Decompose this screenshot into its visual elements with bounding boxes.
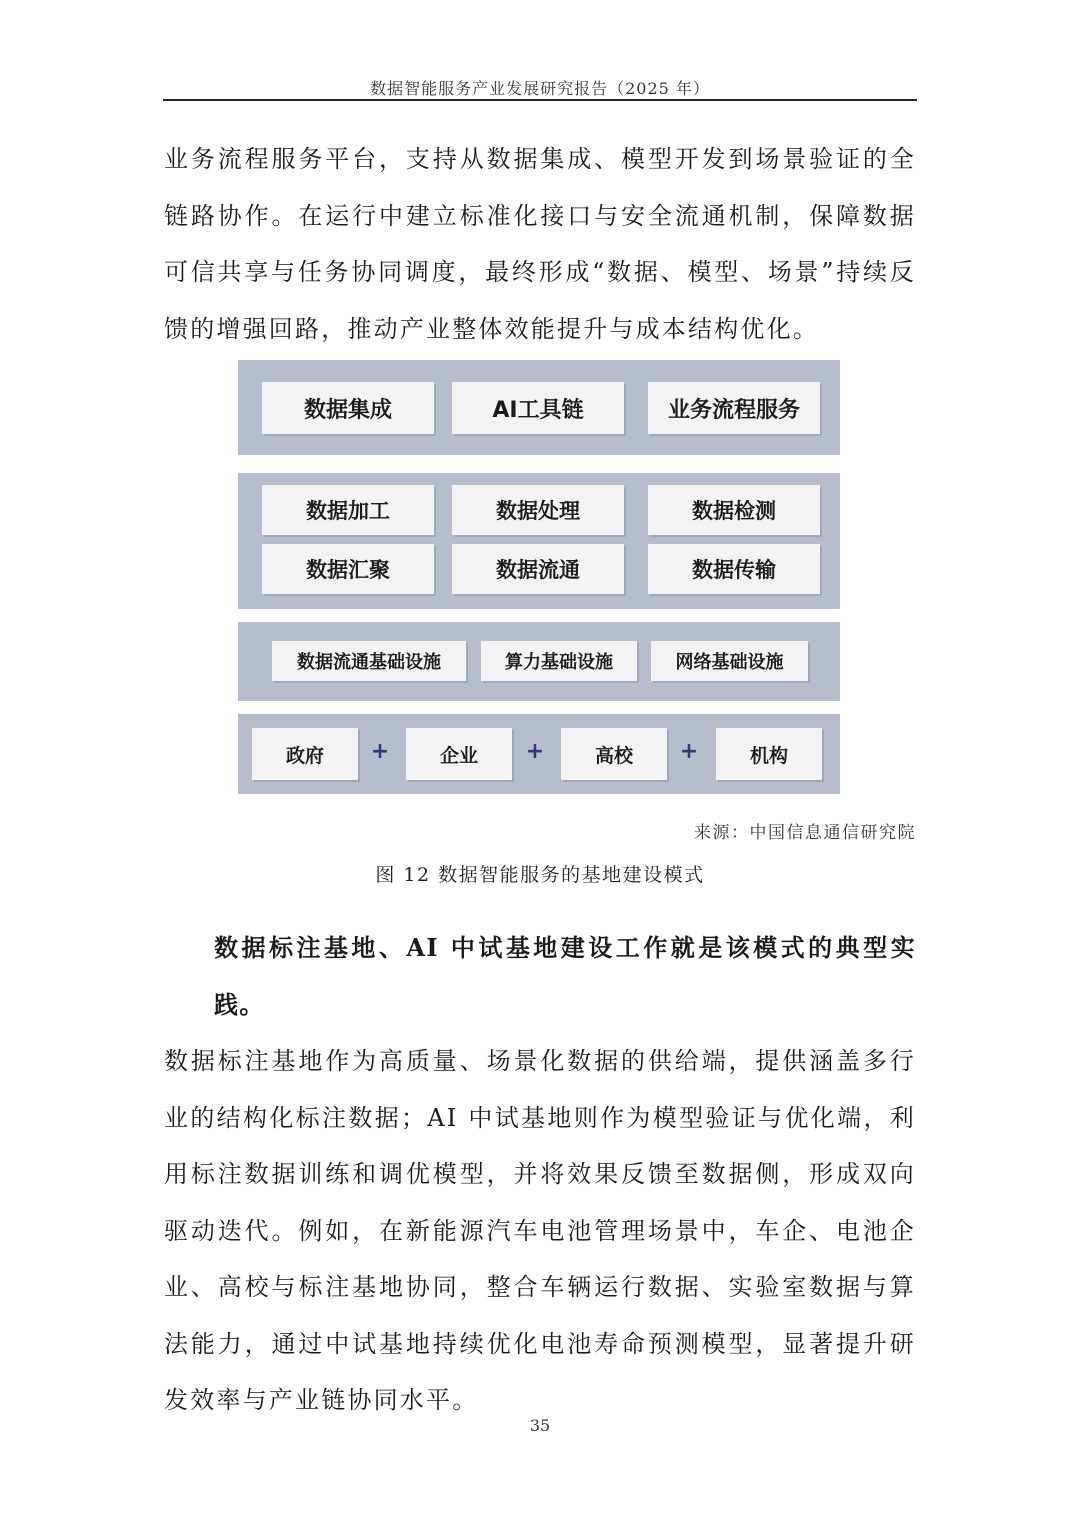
- figure-source: 来源：中国信息通信研究院: [694, 823, 916, 843]
- box-network-infrastructure: 网络基础设施: [651, 641, 808, 681]
- body-paragraph-2: [164, 920, 916, 1429]
- diagram-layer-participants: [238, 714, 840, 794]
- diagram-layer-data-operations: [238, 473, 840, 609]
- figure-caption: 图 12 数据智能服务的基地建设模式: [375, 864, 705, 886]
- box-government: 政府: [252, 728, 358, 780]
- diagram-layer-infrastructure: [238, 622, 840, 701]
- paragraph-lead-sentence: 数据标注基地、AI 中试基地建设工作就是该模式的典型实践。: [214, 933, 916, 1019]
- box-data-integration: 数据集成: [262, 382, 434, 434]
- box-data-transmission: 数据传输: [648, 544, 820, 594]
- box-data-detection: 数据检测: [648, 485, 820, 535]
- box-data-circulation: 数据流通: [452, 544, 624, 594]
- box-institution: 机构: [716, 728, 822, 780]
- diagram-layer-platforms: [238, 360, 840, 455]
- box-data-circulation-infrastructure: 数据流通基础设施: [272, 641, 466, 681]
- plus-icon: +: [525, 738, 545, 764]
- box-enterprise: 企业: [406, 728, 512, 780]
- body-paragraph-1: 业务流程服务平台，支持从数据集成、模型开发到场景验证的全链路协作。在运行中建立标准化接口与安全流通机制，保障数据可信共享与任务协同调度，最终形成“数据、模型、场景”持续反馈的增强回路，推动产业整体效能提升与成本结构优化。: [164, 145, 916, 343]
- box-computing-infrastructure: 算力基础设施: [481, 641, 637, 681]
- box-data-aggregation: 数据汇聚: [262, 544, 434, 594]
- box-ai-toolchain: AI工具链: [452, 382, 624, 434]
- box-university: 高校: [561, 728, 667, 780]
- running-header: 数据智能服务产业发展研究报告（2025 年）: [370, 79, 710, 98]
- header-divider: [163, 99, 917, 101]
- box-data-processing: 数据处理: [452, 485, 624, 535]
- box-business-process-service: 业务流程服务: [648, 382, 820, 434]
- paragraph-body-text: 数据标注基地作为高质量、场景化数据的供给端，提供涵盖多行业的结构化标注数据；AI 中试基地则作为模型验证与优化端，利用标注数据训练和调优模型，并将效果反馈至数据侧，形成双向驱动迭代。例如，在新能源汽车电池管理场景中，车企、电池企业、高校与标注基地协同，整合车辆运行数据、实验室数据与算法能力，通过中试基地持续优化电池寿命预测模型，显著提升研发效率与产业链协同水平。: [164, 1047, 916, 1414]
- page-number: 35: [529, 1416, 551, 1435]
- box-data-processing-work: 数据加工: [262, 485, 434, 535]
- plus-icon: +: [679, 738, 699, 764]
- base-construction-diagram: [238, 360, 840, 794]
- plus-icon: +: [370, 738, 390, 764]
